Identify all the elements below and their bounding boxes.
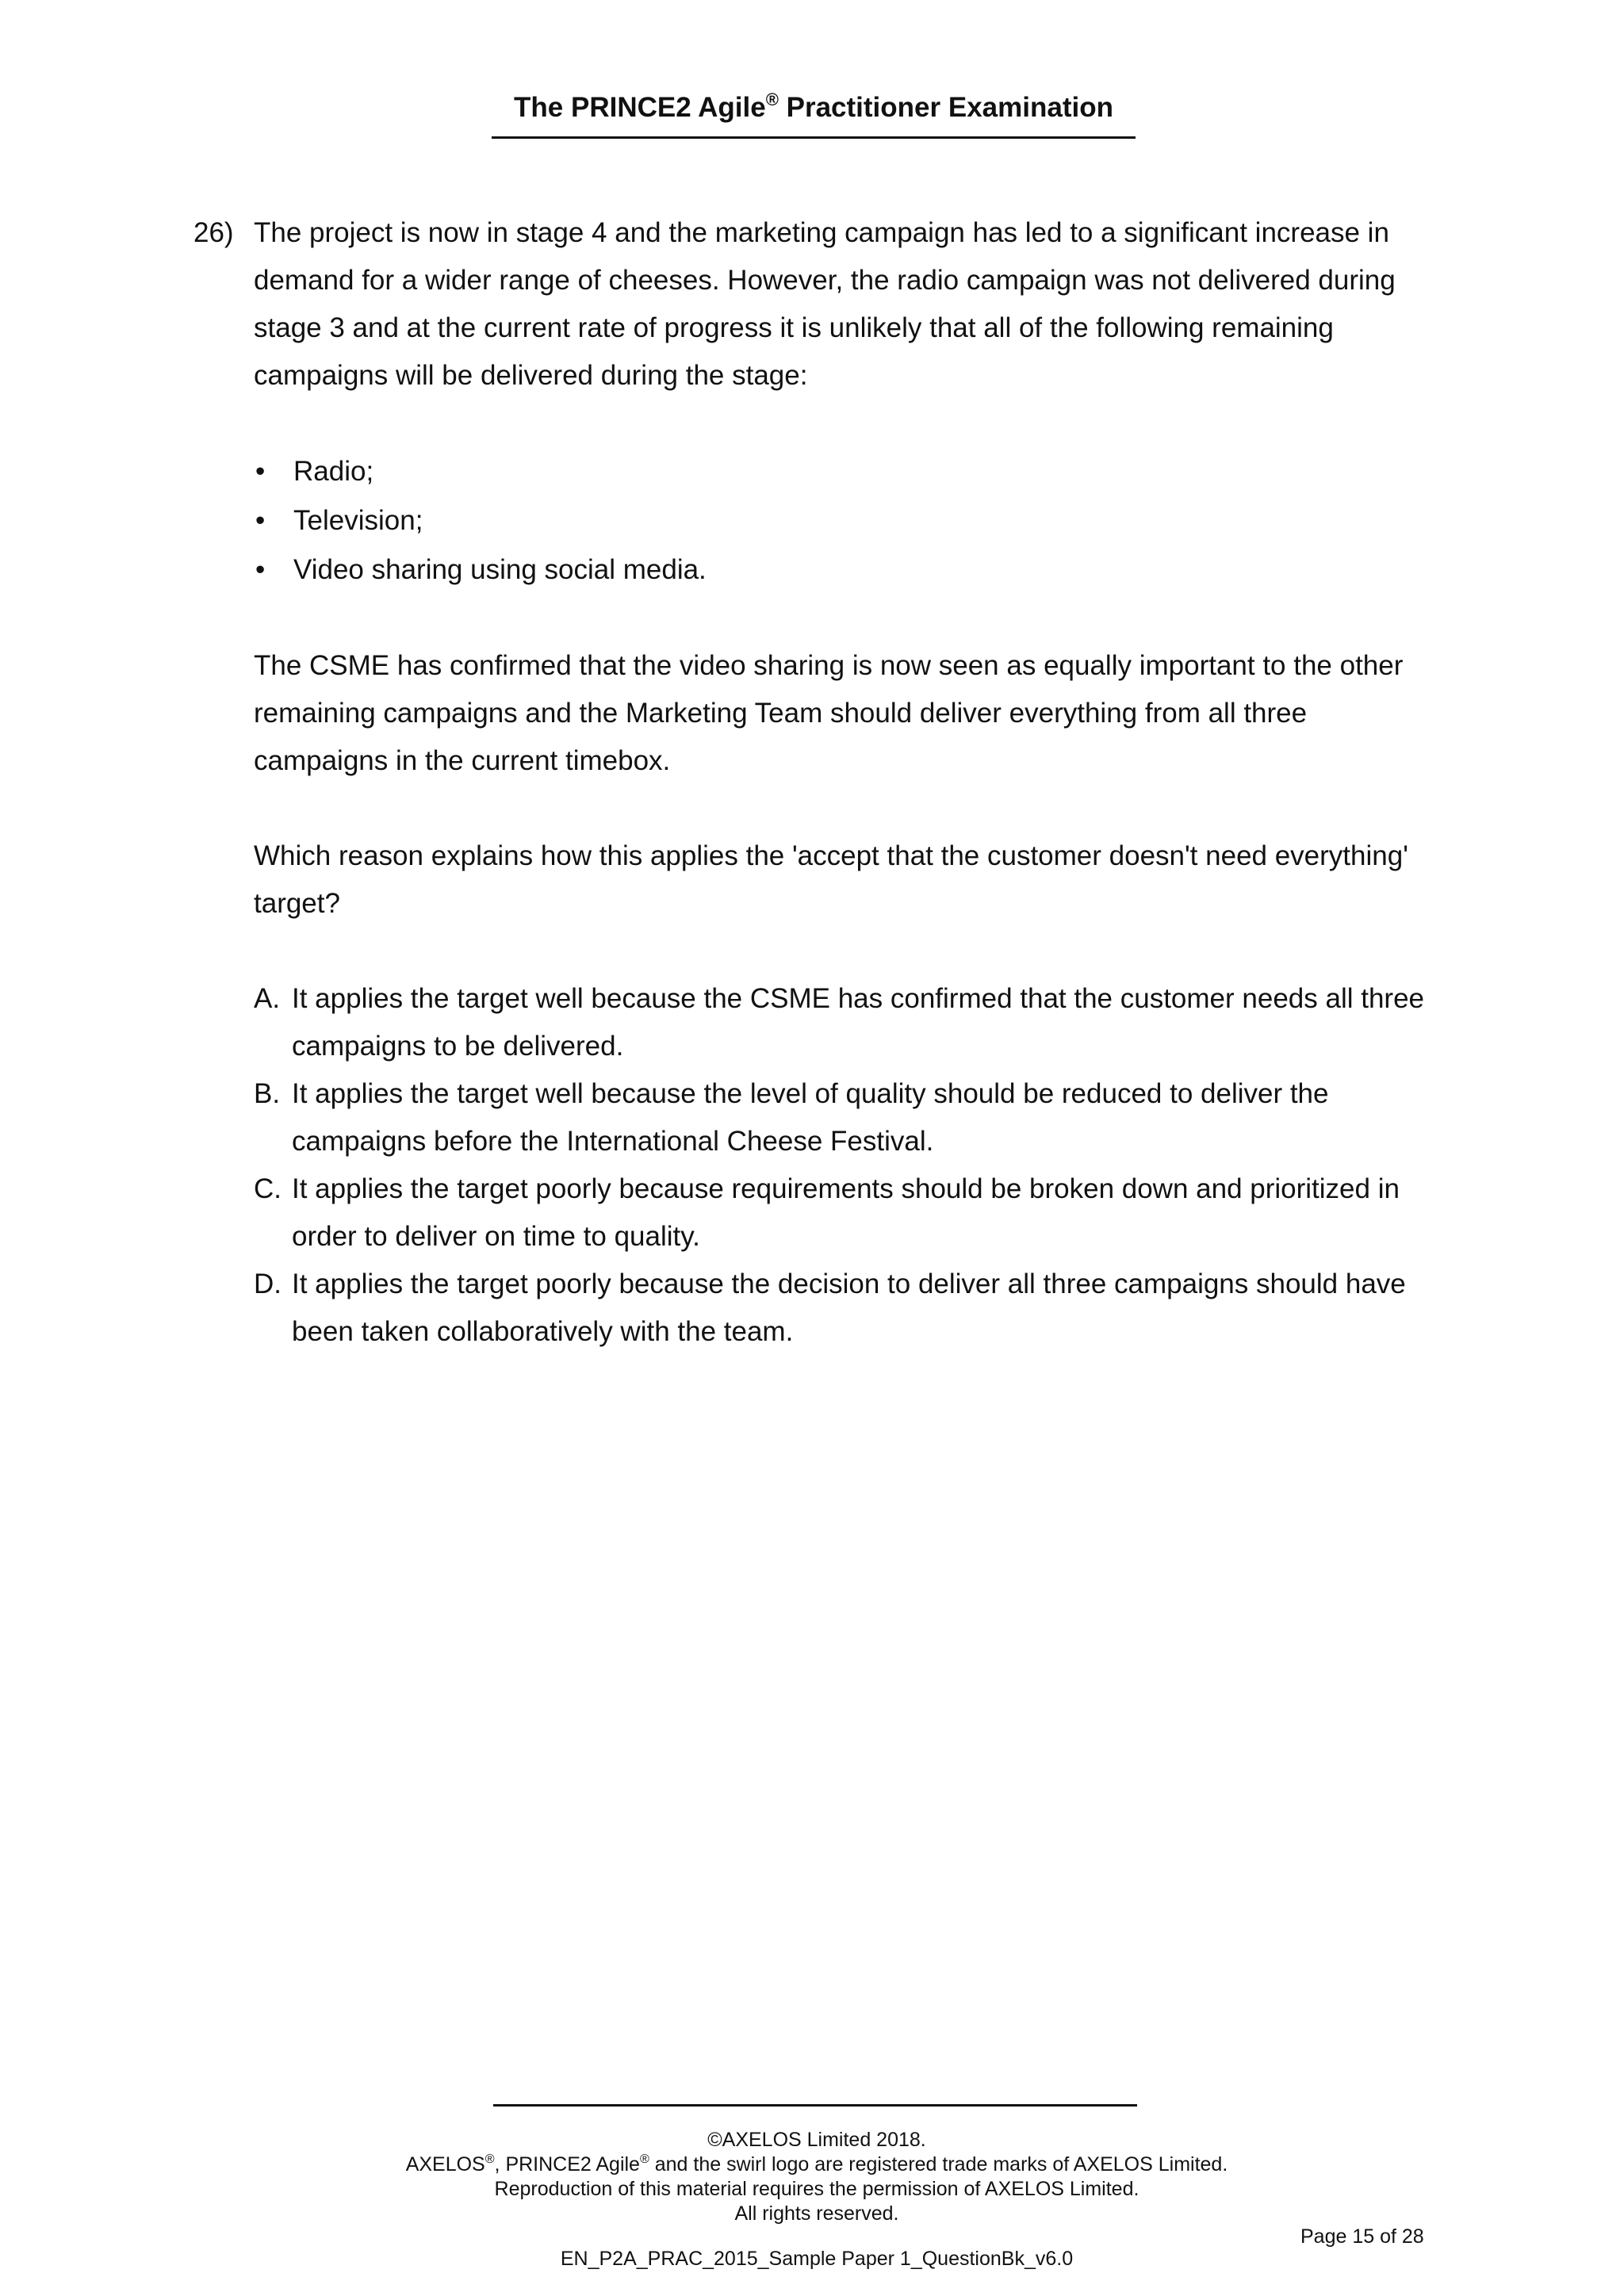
registered-mark: ®: [639, 2152, 649, 2166]
page-footer: [301, 2128, 1332, 2271]
list-item-text: Television;: [293, 505, 423, 536]
header-registered-mark: ®: [765, 90, 779, 109]
list-item: [254, 447, 1427, 496]
footer-trademarks: [301, 2152, 1332, 2177]
page-number: Page 15 of 28: [1300, 2225, 1424, 2248]
question-context: The CSME has confirmed that the video sharing is now seen as equally important to the other remaining campaigns and the Marketing Team should deliver everything from all three campaigns in the current timebox.: [254, 650, 1404, 776]
question-number: 26): [193, 217, 234, 248]
answer-options: [254, 975, 1427, 1356]
tm-statement: and the swirl logo are registered trade marks of AXELOS Limited.: [649, 2153, 1228, 2175]
list-item: [254, 545, 1427, 595]
footer-reproduction: Reproduction of this material requires the permission of AXELOS Limited.: [494, 2178, 1139, 2200]
list-item-text: Radio;: [293, 456, 374, 487]
option-letter: B.: [254, 1078, 281, 1109]
registered-mark: ®: [485, 2152, 495, 2166]
footer-document-reference: EN_P2A_PRAC_2015_Sample Paper 1_QuestionBk_v6.0: [560, 2248, 1074, 2270]
footer-rights: All rights reserved.: [734, 2202, 899, 2225]
answer-option-c: [254, 1165, 1427, 1261]
page-header-title: [492, 89, 1136, 127]
option-text: It applies the target poorly because the decision to deliver all three campaigns should have been taken collaboratively with the team.: [292, 1269, 1406, 1347]
list-item: [254, 496, 1427, 545]
question-body: [254, 209, 1427, 1356]
footer-divider: [493, 2104, 1137, 2107]
answer-option-b: [254, 1070, 1427, 1165]
bullet-symbol: •: [255, 456, 266, 487]
list-item-text: Video sharing using social media.: [293, 554, 707, 585]
option-letter: A.: [254, 983, 281, 1014]
tm-prince2-agile: , PRINCE2 Agile: [494, 2153, 640, 2175]
header-title-before: The PRINCE2 Agile: [514, 92, 766, 123]
option-letter: C.: [254, 1173, 282, 1204]
answer-option-a: [254, 975, 1427, 1070]
option-text: It applies the target well because the CSME has confirmed that the customer needs all three campaigns to be delivered.: [292, 983, 1424, 1062]
option-letter: D.: [254, 1269, 282, 1299]
answer-option-d: [254, 1261, 1427, 1356]
option-text: It applies the target poorly because requirements should be broken down and prioritized in order to deliver on time to quality.: [292, 1173, 1400, 1252]
footer-copyright: ©AXELOS Limited 2018.: [707, 2129, 926, 2151]
header-title-after: Practitioner Examination: [778, 92, 1113, 123]
bullet-symbol: •: [255, 505, 266, 536]
campaign-list: [254, 447, 1427, 595]
option-text: It applies the target well because the level of quality should be reduced to deliver the campaigns before the International Cheese Festival.: [292, 1078, 1329, 1157]
question-prompt: Which reason explains how this applies the 'accept that the customer doesn't need everything' target?: [254, 840, 1408, 919]
tm-axelos: AXELOS: [405, 2153, 485, 2175]
header-divider: [492, 136, 1136, 139]
bullet-symbol: •: [255, 554, 266, 585]
question-stem: The project is now in stage 4 and the marketing campaign has led to a significant increase in demand for a wider range of cheeses. However, the radio campaign was not delivered during stage 3 and at the current rate of progress it is unlikely that all of the following remaining campaigns will be delivered during the stage:: [254, 217, 1396, 391]
